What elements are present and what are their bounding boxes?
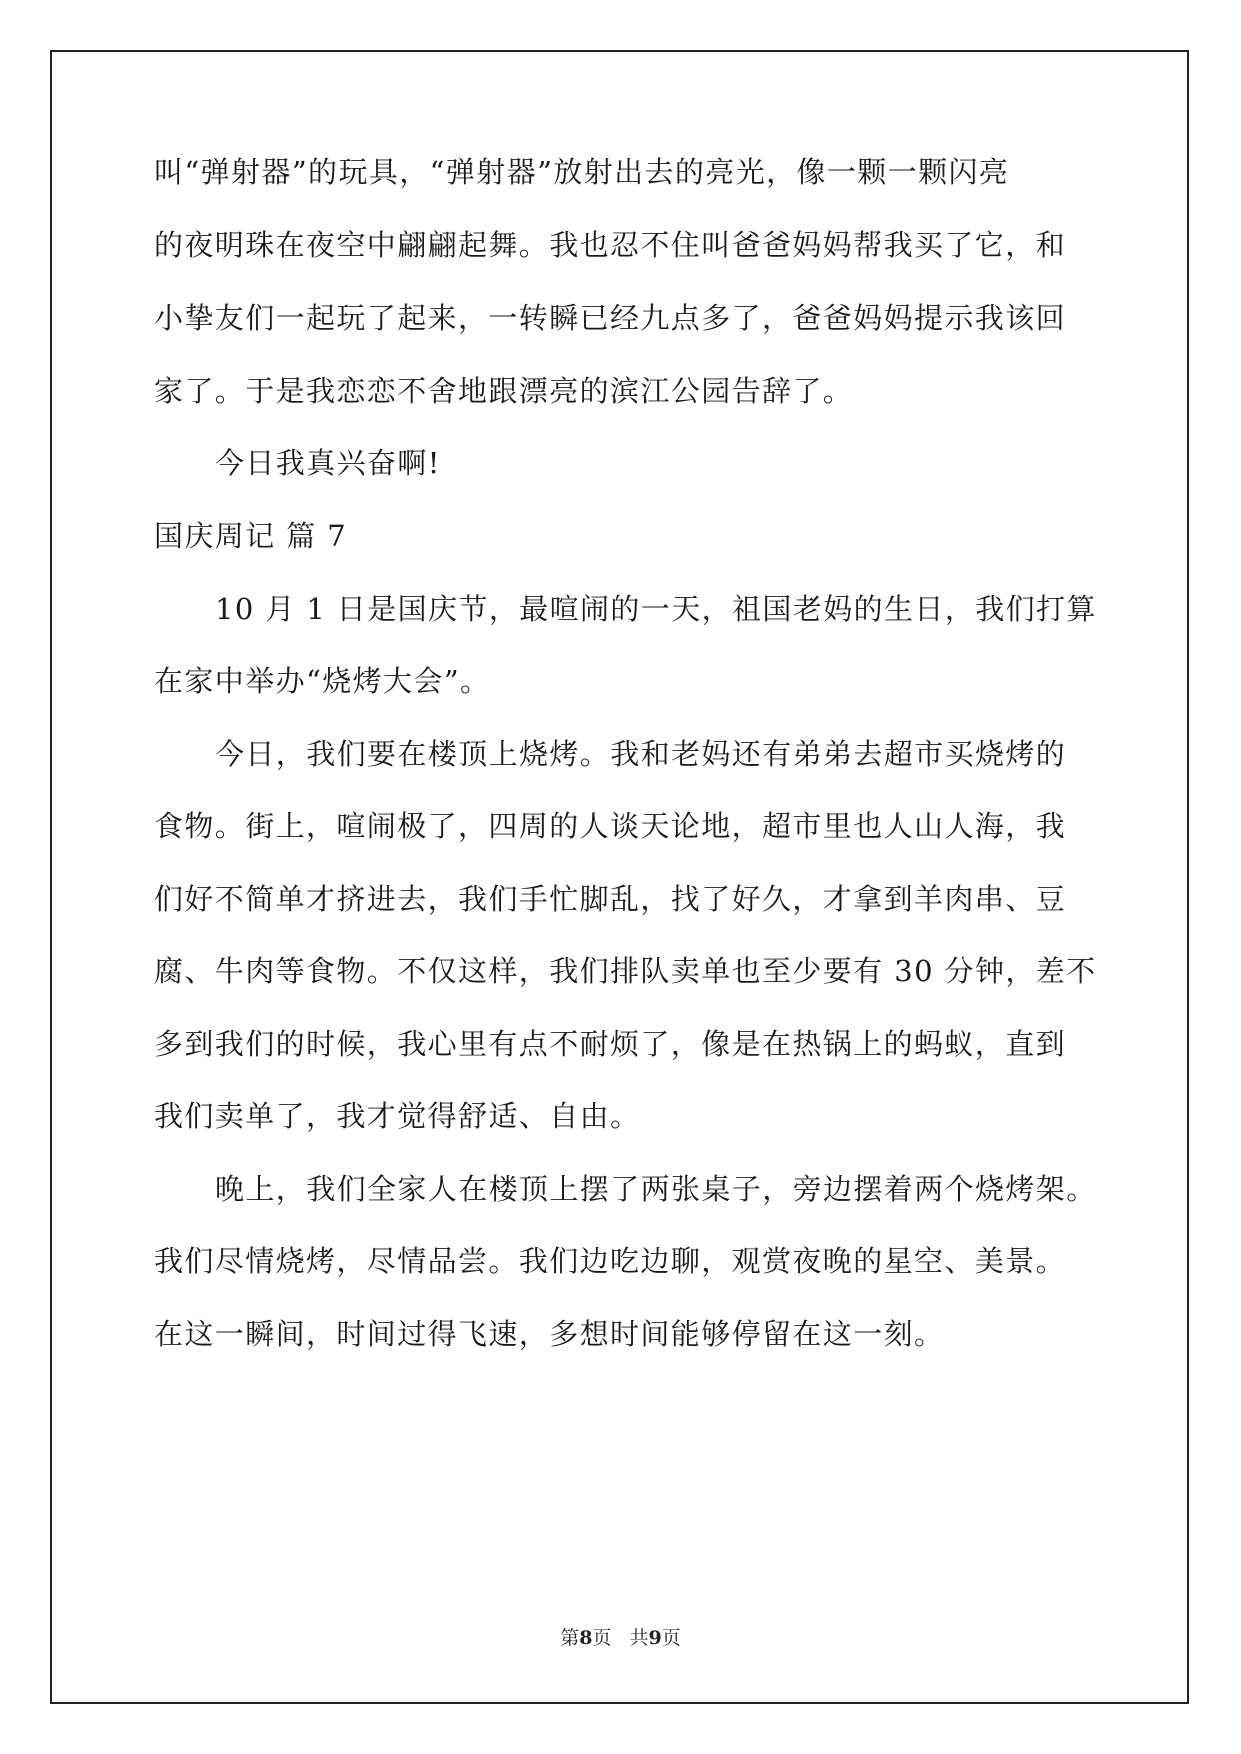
total-suffix: 页 bbox=[661, 1627, 681, 1649]
page-prefix: 第 bbox=[560, 1627, 580, 1649]
body-text-line: 我们尽情烧烤，尽情品尝。我们边吃边聊，观赏夜晚的星空、美景。 bbox=[154, 1244, 1067, 1278]
page-total-number: 9 bbox=[648, 1627, 662, 1649]
body-text-line: 们好不简单才挤进去，我们手忙脚乱，找了好久，才拿到羊肉串、豆 bbox=[154, 882, 1067, 916]
body-text-line: 我们卖单了，我才觉得舒适、自由。 bbox=[154, 1099, 641, 1133]
body-text-line: 10 月 1 日是国庆节，最喧闹的一天，祖国老妈的生日，我们打算 bbox=[215, 592, 1097, 626]
body-text-line: 晚上，我们全家人在楼顶上摆了两张桌子，旁边摆着两个烧烤架。 bbox=[215, 1172, 1097, 1206]
body-text-line: 家了。于是我恋恋不舍地跟漂亮的滨江公园告辞了。 bbox=[154, 374, 854, 408]
section-heading: 国庆周记 篇 7 bbox=[154, 519, 348, 553]
body-text-line: 的夜明珠在夜空中翩翩起舞。我也忍不住叫爸爸妈妈帮我买了它，和 bbox=[154, 228, 1067, 262]
body-text-line: 小挚友们一起玩了起来，一转瞬已经九点多了，爸爸妈妈提示我该回 bbox=[154, 301, 1067, 335]
body-text-line: 食物。街上，喧闹极了，四周的人谈天论地，超市里也人山人海，我 bbox=[154, 809, 1067, 843]
body-text-line: 今日，我们要在楼顶上烧烤。我和老妈还有弟弟去超市买烧烤的 bbox=[215, 737, 1067, 771]
page-footer bbox=[0, 1626, 1241, 1650]
body-text-line: 今日我真兴奋啊! bbox=[215, 446, 441, 480]
page-suffix: 页 bbox=[592, 1627, 612, 1649]
body-text-line: 在这一瞬间，时间过得飞速，多想时间能够停留在这一刻。 bbox=[154, 1317, 945, 1351]
body-text-line: 叫“弹射器”的玩具，“弹射器”放射出去的亮光，像一颗一颗闪亮 bbox=[154, 155, 1010, 189]
body-text-line: 多到我们的时候，我心里有点不耐烦了，像是在热锅上的蚂蚁，直到 bbox=[154, 1027, 1067, 1061]
page-current-number: 8 bbox=[579, 1627, 593, 1649]
total-prefix: 共 bbox=[629, 1627, 649, 1649]
body-text-line: 在家中举办“烧烤大会”。 bbox=[154, 664, 491, 698]
body-text-line: 腐、牛肉等食物。不仅这样，我们排队卖单也至少要有 30 分钟，差不 bbox=[154, 954, 1097, 988]
